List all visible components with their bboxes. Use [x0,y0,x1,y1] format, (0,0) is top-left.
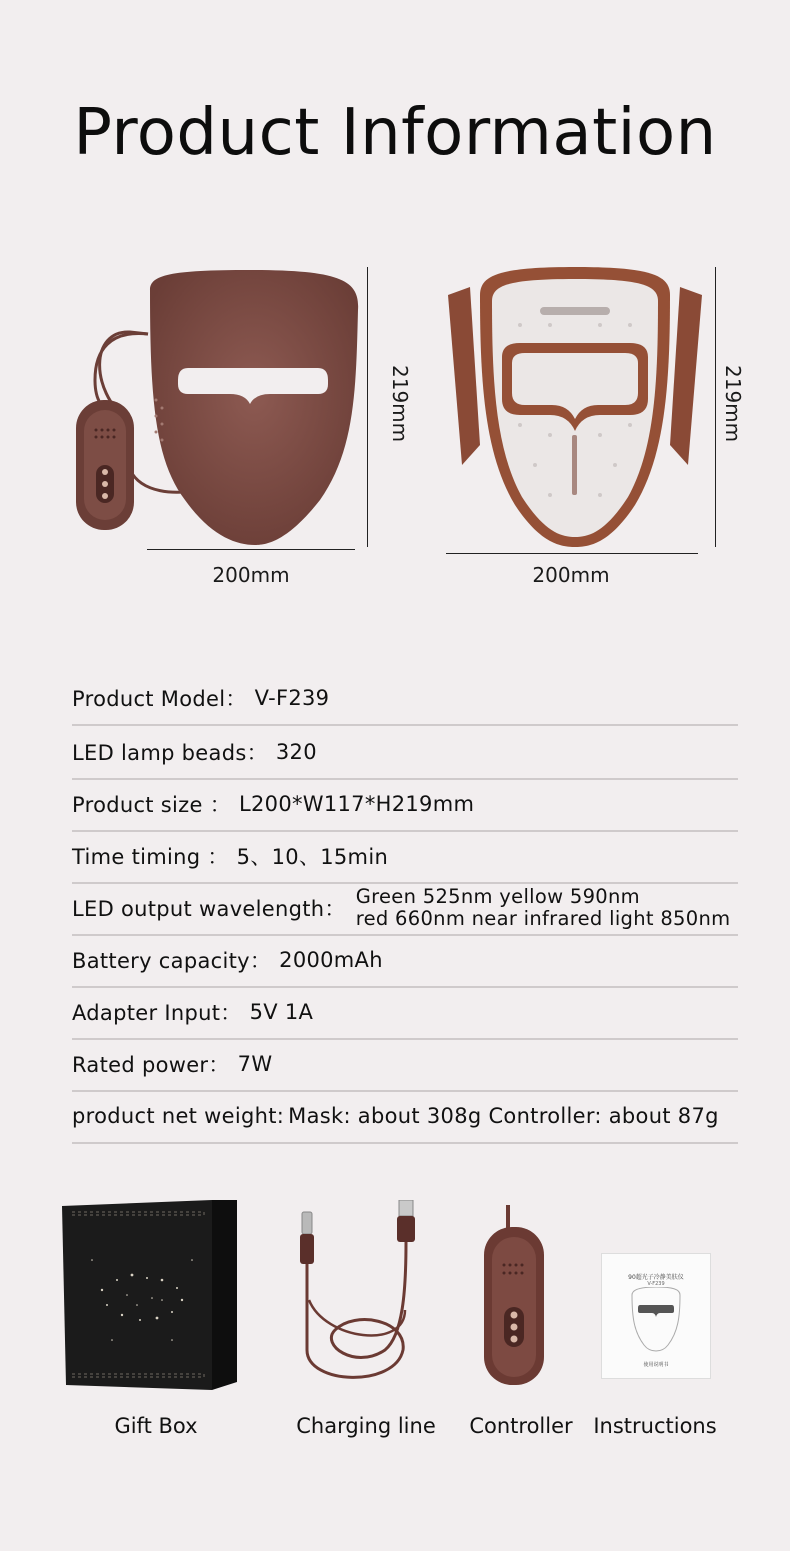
spec-label: Rated power： [72,1053,230,1077]
instructions-manual-image [601,1253,711,1379]
spec-value: 2000mAh [279,948,383,972]
front-mask-image [70,270,370,550]
accessory-label-instructions: Instructions [593,1414,717,1438]
front-height-label: 219mm [388,365,412,443]
spec-value-line-2: red 660nm near infrared light 850nm [355,907,731,930]
accessory-label-charging-line: Charging line [296,1414,436,1438]
charging-line-image [295,1200,425,1390]
accessory-label-gift-box: Gift Box [114,1414,198,1438]
spec-value: L200*W117*H219mm [239,792,475,816]
front-height-line [367,267,368,547]
front-width-label: 200mm [212,563,290,587]
accessory-label-controller: Controller [469,1414,573,1438]
spec-label: LED output wavelength： [72,897,346,921]
page-title: Product Information [73,96,717,170]
spec-value: V-F239 [254,686,330,710]
spec-row-weight [72,1090,738,1144]
manual-mask-drawing [602,1287,710,1357]
back-height-label: 219mm [721,365,745,443]
spec-label: Product size ： [72,793,232,817]
spec-row-power [72,1038,738,1092]
spec-label: Battery capacity： [72,949,272,973]
manual-model: V-F239 [647,1281,665,1287]
controller-image [480,1205,550,1385]
back-width-label: 200mm [532,563,610,587]
spec-value: 5V 1A [249,1000,314,1024]
spec-value: 5、10、15min [236,845,389,869]
back-width-line [446,553,698,554]
spec-row-battery [72,934,738,988]
spec-row-adapter [72,986,738,1040]
spec-label: Product Model： [72,687,247,711]
spec-row-size [72,778,738,832]
spec-value [356,886,731,930]
spec-row-wavelength [72,882,738,936]
spec-row-lamp-beads [72,726,738,780]
spec-value: Mask: about 308g Controller: about 87g [288,1104,719,1128]
front-width-line [147,549,355,550]
spec-label: Time timing ： [72,845,229,869]
gift-box-image [62,1200,237,1390]
manual-footer: 使用说明书 [643,1362,669,1368]
spec-label: LED lamp beads： [72,741,268,765]
manual-title: 90超光子冷静美肤仪 [628,1274,684,1281]
spec-row-timing [72,830,738,884]
back-height-line [715,267,716,547]
spec-row-model [72,672,738,726]
back-mask-image [440,265,710,555]
spec-value-line-1: Green 525nm yellow 590nm [355,885,640,908]
spec-label: product net weight: [72,1104,285,1128]
spec-label: Adapter Input： [72,1001,242,1025]
spec-value: 7W [237,1052,273,1076]
spec-value: 320 [275,740,317,764]
